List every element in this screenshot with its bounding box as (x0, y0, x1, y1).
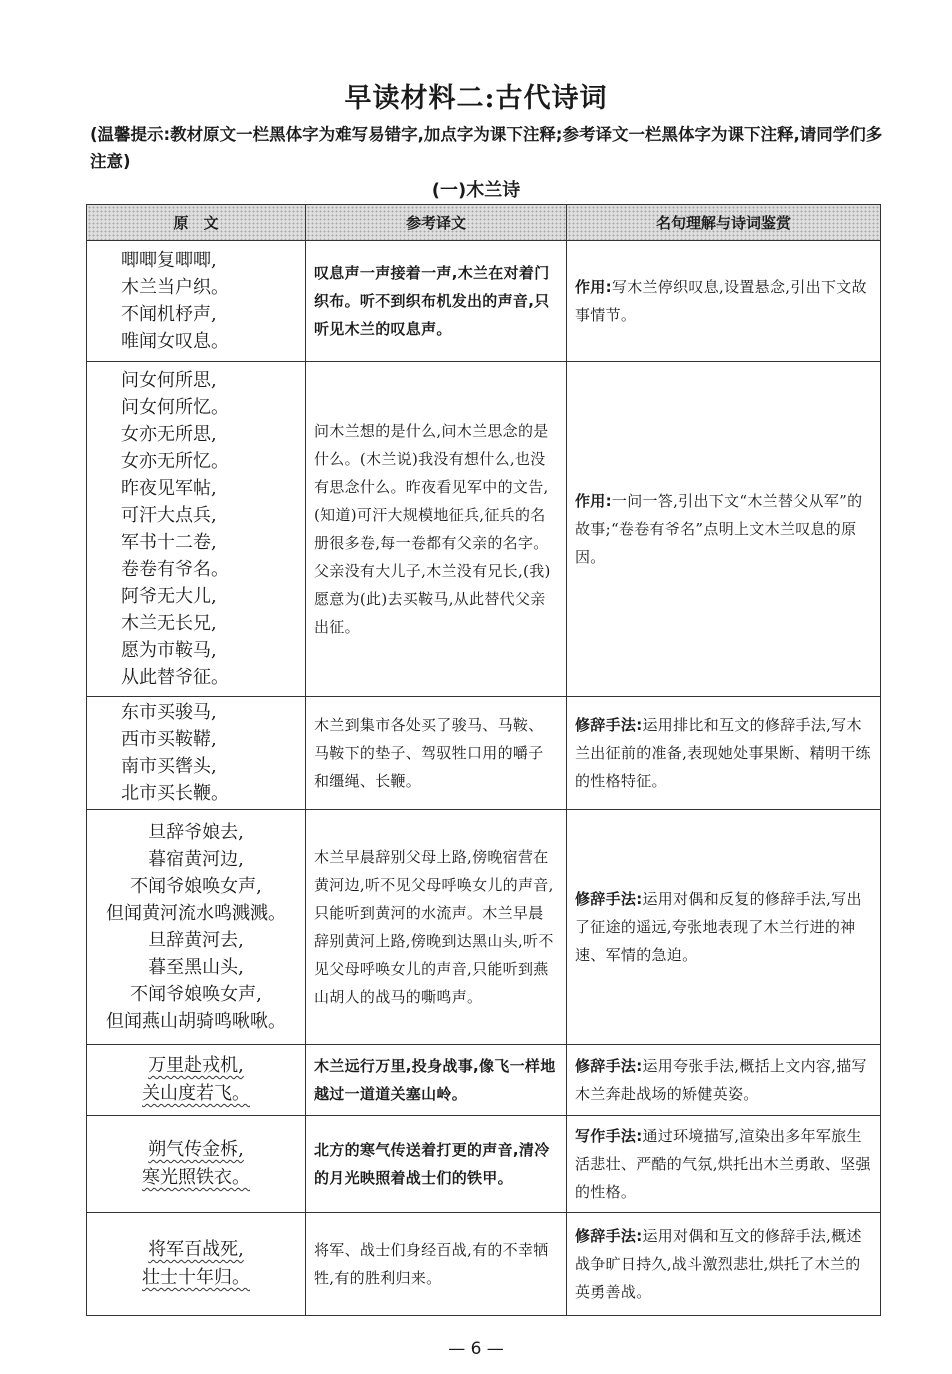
page-title: 早读材料二:古代诗词 (344, 83, 608, 114)
poem-line: 不闻爷娘唤女声, (130, 984, 262, 1005)
poem-line: 将军百战死, (148, 1239, 244, 1260)
poem-line: 东市买骏马, (121, 702, 217, 723)
poem-line: 唧唧复唧唧, (121, 250, 217, 271)
appreciation-text: 运用对偶和互文的修辞手法,概述战争旷日持久,战斗激烈悲壮,烘托了木兰的英勇善战。 (575, 1227, 862, 1301)
table-row (87, 1045, 881, 1116)
poem-line: 昨夜见军帖, (121, 478, 217, 499)
table-row (87, 810, 881, 1045)
header-appreciation: 名句理解与诗词鉴赏 (567, 205, 881, 241)
translation-cell: 木兰早晨辞别父母上路,傍晚宿营在黄河边,听不见父母呼唤女儿的声音,只能听到黄河的水流声。木兰早晨辞别黄河上路,傍晚到达黑山头,听不见父母呼唤女儿的声音,只能听到燕山胡人的战马的嘶鸣声。 (306, 810, 567, 1045)
page-number: — 6 — (448, 1339, 504, 1359)
poem-line: 唯闻女叹息。 (121, 331, 229, 352)
table-header-row (87, 205, 881, 241)
translation-cell: 木兰到集市各处买了骏马、马鞍、马鞍下的垫子、驾驭牲口用的嚼子和缰绳、长鞭。 (306, 697, 567, 810)
poem-line: 旦辞爷娘去, (148, 822, 244, 843)
poem-line: 愿为市鞍马, (121, 640, 217, 661)
poem-line: 不闻机杼声, (121, 304, 217, 325)
original-cell (87, 1213, 306, 1316)
header-original: 原 文 (87, 205, 306, 241)
poem-line: 木兰无长兄, (121, 613, 217, 634)
appreciation-cell (567, 1213, 881, 1316)
translation-cell: 叹息声一声接着一声,木兰在对着门织布。听不到织布机发出的声音,只听见木兰的叹息声。 (306, 241, 567, 362)
poem-table (86, 204, 881, 1316)
poem-line: 可汗大点兵, (121, 505, 217, 526)
appreciation-label: 写作手法: (575, 1127, 643, 1145)
appreciation-cell (567, 810, 881, 1045)
poem-line: 女亦无所思, (121, 424, 217, 445)
poem-line: 不闻爷娘唤女声, (130, 876, 262, 897)
appreciation-label: 修辞手法: (575, 1227, 643, 1245)
poem-line: 万里赴戎机, (148, 1055, 244, 1076)
poem-line: 暮宿黄河边, (148, 849, 244, 870)
appreciation-label: 作用: (575, 492, 612, 510)
poem-line: 朔气传金柝, (148, 1139, 244, 1160)
appreciation-cell (567, 697, 881, 810)
poem-line: 女亦无所忆。 (121, 451, 229, 472)
poem-line: 阿爷无大儿, (121, 586, 217, 607)
appreciation-text: 写木兰停织叹息,设置悬念,引出下文故事情节。 (575, 278, 867, 324)
original-cell (87, 1116, 306, 1213)
translation-cell: 问木兰想的是什么,问木兰思念的是什么。(木兰说)我没有想什么,也没有思念什么。昨夜看见军中的文告,(知道)可汗大规模地征兵,征兵的名册很多卷,每一卷都有父亲的名字。父亲没有大儿子,木兰没有兄长,(我)愿意为(此)去买鞍马,从此替代父亲出征。 (306, 362, 567, 697)
poem-line: 问女何所思, (121, 370, 217, 391)
appreciation-label: 修辞手法: (575, 1057, 643, 1075)
poem-line: 北市买长鞭。 (121, 783, 229, 804)
appreciation-text: 一问一答,引出下文“木兰替父从军”的故事;“卷卷有爷名”点明上文木兰叹息的原因。 (575, 492, 863, 566)
poem-line: 壮士十年归。 (142, 1267, 250, 1288)
original-cell (87, 241, 306, 362)
translation-cell: 北方的寒气传送着打更的声音,清冷的月光映照着战士们的铁甲。 (306, 1116, 567, 1213)
poem-line: 南市买辔头, (121, 756, 217, 777)
appreciation-label: 修辞手法: (575, 716, 643, 734)
translation-cell: 将军、战士们身经百战,有的不幸牺牲,有的胜利归来。 (306, 1213, 567, 1316)
table-row (87, 362, 881, 697)
original-cell (87, 697, 306, 810)
appreciation-cell (567, 362, 881, 697)
header-translation: 参考译文 (306, 205, 567, 241)
poem-line: 旦辞黄河去, (148, 930, 244, 951)
poem-line: 但闻黄河流水鸣溅溅。 (106, 903, 286, 924)
poem-line: 卷卷有爷名。 (121, 559, 229, 580)
poem-line: 问女何所忆。 (121, 397, 229, 418)
table-row (87, 1213, 881, 1316)
poem-line: 寒光照铁衣。 (142, 1167, 250, 1188)
appreciation-cell (567, 241, 881, 362)
table-row (87, 697, 881, 810)
appreciation-cell (567, 1045, 881, 1116)
poem-line: 关山度若飞。 (142, 1083, 250, 1104)
reading-tip: (温馨提示:教材原文一栏黑体字为难写易错字,加点字为课下注释;参考译文一栏黑体字为课下注释,请同学们多注意) (90, 125, 883, 171)
appreciation-text: 运用对偶和反复的修辞手法,写出了征途的遥远,夸张地表现了木兰行进的神速、军情的急迫。 (575, 890, 862, 964)
original-cell (87, 810, 306, 1045)
original-cell (87, 362, 306, 697)
poem-line: 军书十二卷, (121, 532, 217, 553)
appreciation-cell (567, 1116, 881, 1213)
poem-line: 木兰当户织。 (121, 277, 229, 298)
appreciation-text: 通过环境描写,渲染出多年军旅生活悲壮、严酷的气氛,烘托出木兰勇敢、坚强的性格。 (575, 1127, 871, 1201)
section-title: (一)木兰诗 (431, 180, 521, 201)
appreciation-label: 作用: (575, 278, 612, 296)
poem-line: 从此替爷征。 (121, 667, 229, 688)
table-row (87, 1116, 881, 1213)
table-row (87, 241, 881, 362)
translation-cell: 木兰远行万里,投身战事,像飞一样地越过一道道关塞山岭。 (306, 1045, 567, 1116)
appreciation-text: 运用夸张手法,概括上文内容,描写木兰奔赴战场的矫健英姿。 (575, 1057, 867, 1103)
poem-line: 暮至黑山头, (148, 957, 244, 978)
appreciation-text: 运用排比和互文的修辞手法,写木兰出征前的准备,表现她处事果断、精明干练的性格特征。 (575, 716, 871, 790)
poem-line: 西市买鞍鞯, (121, 729, 217, 750)
original-cell (87, 1045, 306, 1116)
appreciation-label: 修辞手法: (575, 890, 643, 908)
poem-line: 但闻燕山胡骑鸣啾啾。 (106, 1011, 286, 1032)
